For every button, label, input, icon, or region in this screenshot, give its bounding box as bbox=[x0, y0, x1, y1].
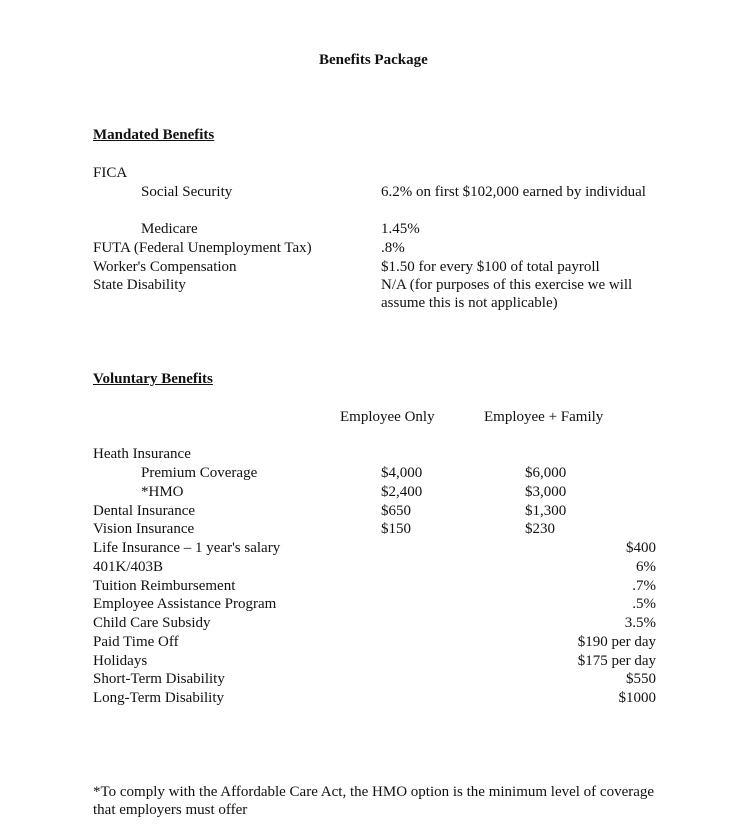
pto-value: $190 per day bbox=[577, 634, 656, 650]
life-insurance-value: $400 bbox=[626, 540, 656, 556]
life-insurance-label: Life Insurance – 1 year's salary bbox=[93, 540, 281, 556]
social-security-value: 6.2% on first $102,000 earned by individual bbox=[381, 184, 646, 200]
dental-employee-value: $650 bbox=[381, 503, 411, 519]
tuition-label: Tuition Reimbursement bbox=[93, 578, 236, 594]
hmo-employee-value: $2,400 bbox=[381, 484, 423, 500]
workers-comp-value: $1.50 for every $100 of total payroll bbox=[381, 259, 600, 275]
col-employee-family: Employee + Family bbox=[484, 409, 604, 425]
pto-label: Paid Time Off bbox=[93, 634, 179, 650]
retirement-label: 401K/403B bbox=[93, 559, 164, 575]
workers-comp-label: Worker's Compensation bbox=[93, 259, 237, 275]
eap-value: .5% bbox=[632, 596, 656, 612]
futa-value: .8% bbox=[381, 240, 405, 256]
long-term-disability-label: Long-Term Disability bbox=[93, 690, 225, 706]
state-disability-label: State Disability bbox=[93, 277, 186, 293]
voluntary-benefits-heading: Voluntary Benefits bbox=[93, 371, 213, 387]
futa-label: FUTA (Federal Unemployment Tax) bbox=[93, 240, 312, 256]
premium-coverage-label: Premium Coverage bbox=[141, 465, 258, 481]
medicare-label: Medicare bbox=[141, 221, 198, 237]
mandated-benefits-heading: Mandated Benefits bbox=[93, 127, 215, 143]
social-security-label: Social Security bbox=[141, 184, 233, 200]
health-insurance-label: Heath Insurance bbox=[93, 446, 191, 462]
eap-label: Employee Assistance Program bbox=[93, 596, 277, 612]
premium-family-value: $6,000 bbox=[525, 465, 567, 481]
vision-label: Vision Insurance bbox=[93, 521, 195, 537]
long-term-disability-value: $1000 bbox=[618, 690, 656, 706]
holidays-label: Holidays bbox=[93, 653, 148, 669]
hmo-family-value: $3,000 bbox=[525, 484, 567, 500]
col-employee-only: Employee Only bbox=[340, 409, 435, 425]
page-title: Benefits Package bbox=[319, 52, 428, 68]
state-disability-value: N/A (for purposes of this exercise we will assume this is not applicable) bbox=[381, 277, 633, 311]
footnote: *To comply with the Affordable Care Act, the HMO option is the minimum level of coverage that employers must offer bbox=[93, 784, 655, 818]
medicare-value: 1.45% bbox=[381, 221, 420, 237]
holidays-value: $175 per day bbox=[577, 653, 656, 669]
dental-label: Dental Insurance bbox=[93, 503, 196, 519]
vision-employee-value: $150 bbox=[381, 521, 411, 537]
dental-family-value: $1,300 bbox=[525, 503, 567, 519]
premium-employee-value: $4,000 bbox=[381, 465, 423, 481]
retirement-value: 6% bbox=[636, 559, 656, 575]
fica-label: FICA bbox=[93, 165, 128, 181]
vision-family-value: $230 bbox=[525, 521, 555, 537]
tuition-value: .7% bbox=[632, 578, 656, 594]
hmo-label: *HMO bbox=[141, 484, 184, 500]
short-term-disability-value: $550 bbox=[626, 671, 656, 687]
short-term-disability-label: Short-Term Disability bbox=[93, 671, 225, 687]
child-care-value: 3.5% bbox=[624, 615, 656, 631]
child-care-label: Child Care Subsidy bbox=[93, 615, 211, 631]
